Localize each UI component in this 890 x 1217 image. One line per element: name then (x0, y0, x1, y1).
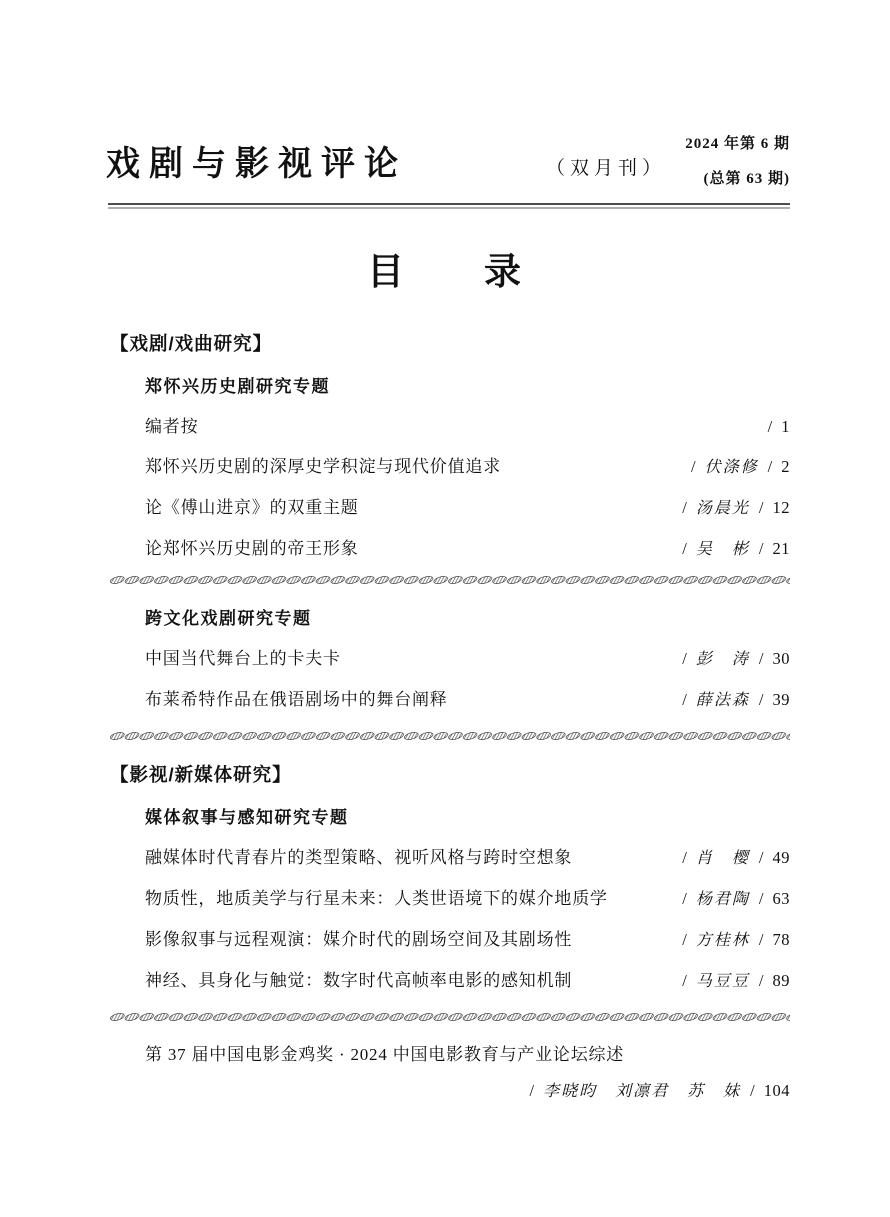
row-page: 89 (772, 971, 790, 990)
row-author: 吴 彬 (695, 541, 750, 558)
row-title: 物质性，地质美学与行星未来：人类世语境下的媒介地质学 (145, 889, 608, 908)
toc-row (110, 496, 790, 521)
separator-slash: / (691, 457, 696, 476)
toc-title: 目 录 (367, 251, 523, 292)
separator-slash: / (682, 649, 687, 668)
row-ref (691, 455, 790, 480)
ornamental-divider (110, 573, 790, 585)
final-article-ref (110, 1079, 790, 1104)
separator-slash: / (758, 690, 764, 709)
toc-row (110, 688, 790, 713)
separator-slash: / (682, 498, 687, 517)
section-heading-film-newmedia: 【影视/新媒体研究】 (110, 764, 292, 785)
row-author: 李晓昀 刘凛君 苏 妹 (543, 1083, 742, 1100)
row-title: 神经、具身化与触觉：数字时代高帧率电影的感知机制 (145, 971, 573, 990)
ornamental-divider (110, 1010, 790, 1022)
row-page: 2 (781, 457, 790, 476)
row-page: 63 (772, 889, 790, 908)
toc-contents (110, 332, 790, 1104)
row-author: 薛法森 (695, 692, 750, 709)
section-heading-drama: 【戏剧/戏曲研究】 (110, 333, 273, 354)
issue-number: 2024 年第 6 期 (685, 136, 790, 152)
ornamental-divider (110, 729, 790, 741)
row-ref (682, 537, 790, 562)
row-page: 78 (772, 930, 790, 949)
row-title: 编者按 (145, 417, 199, 436)
row-page: 12 (772, 498, 790, 517)
separator-slash: / (758, 848, 764, 867)
separator-slash: / (682, 539, 687, 558)
row-ref (682, 969, 790, 994)
row-author: 杨君陶 (695, 891, 750, 908)
row-ref (682, 846, 790, 871)
toc-row (110, 846, 790, 871)
row-title: 郑怀兴历史剧的深厚史学积淀与现代价值追求 (145, 457, 501, 476)
row-ref (682, 928, 790, 953)
row-ref (768, 415, 790, 439)
row-page: 21 (772, 539, 790, 558)
row-page: 1 (781, 417, 790, 436)
row-title: 融媒体时代青春片的类型策略、视听风格与跨时空想象 (145, 848, 573, 867)
separator-slash: / (758, 649, 764, 668)
toc-row (110, 647, 790, 672)
toc-row (110, 928, 790, 953)
separator-slash: / (758, 930, 764, 949)
row-title: 论郑怀兴历史剧的帝王形象 (145, 539, 359, 558)
row-author: 方桂林 (695, 932, 750, 949)
topic-heading-zhenghuaixing: 郑怀兴历史剧研究专题 (145, 377, 330, 396)
journal-title: 戏剧与影视评论 (106, 146, 407, 183)
header-rule (108, 203, 790, 209)
topic-heading-media-narrative: 媒体叙事与感知研究专题 (145, 808, 349, 827)
topic-heading-crosscultural: 跨文化戏剧研究专题 (145, 609, 312, 628)
toc-row (110, 887, 790, 912)
separator-slash: / (750, 1081, 755, 1100)
separator-slash: / (758, 539, 764, 558)
row-page: 30 (772, 649, 790, 668)
wave-chain-pattern (110, 730, 790, 741)
row-page: 49 (772, 848, 790, 867)
issue-total: (总第 63 期) (703, 171, 790, 187)
toc-row (110, 455, 790, 480)
separator-slash: / (682, 971, 687, 990)
separator-slash: / (758, 498, 764, 517)
row-title: 论《傅山进京》的双重主题 (145, 498, 359, 517)
row-ref (682, 887, 790, 912)
row-title: 布莱希特作品在俄语剧场中的舞台阐释 (145, 690, 448, 709)
separator-slash: / (682, 930, 687, 949)
toc-row (110, 537, 790, 562)
separator-slash: / (529, 1081, 535, 1100)
row-author: 马豆豆 (695, 973, 750, 990)
separator-slash: / (758, 971, 764, 990)
separator-slash: / (682, 690, 687, 709)
row-page: 39 (772, 690, 790, 709)
row-title: 中国当代舞台上的卡夫卡 (145, 649, 341, 668)
final-article-title: 第 37 届中国电影金鸡奖 · 2024 中国电影教育与产业论坛综述 (145, 1045, 625, 1064)
separator-slash: / (767, 417, 773, 436)
wave-chain-pattern (110, 574, 790, 585)
separator-slash: / (758, 889, 764, 908)
row-author: 肖 樱 (695, 850, 750, 867)
row-author: 汤晨光 (695, 500, 750, 517)
row-ref (682, 688, 790, 713)
row-ref (682, 496, 790, 521)
toc-row (110, 969, 790, 994)
row-ref (682, 647, 790, 672)
row-author: 彭 涛 (695, 651, 750, 668)
wave-chain-pattern (110, 1011, 790, 1022)
issue-info (685, 132, 790, 188)
row-title: 影像叙事与远程观演：媒介时代的剧场空间及其剧场性 (145, 930, 573, 949)
journal-subtitle: （双月刊） (546, 158, 667, 179)
row-page: 104 (763, 1081, 790, 1100)
row-author: 伏涤修 (704, 459, 759, 476)
separator-slash: / (767, 457, 773, 476)
toc-row (110, 415, 790, 439)
separator-slash: / (682, 889, 687, 908)
separator-slash: / (682, 848, 687, 867)
